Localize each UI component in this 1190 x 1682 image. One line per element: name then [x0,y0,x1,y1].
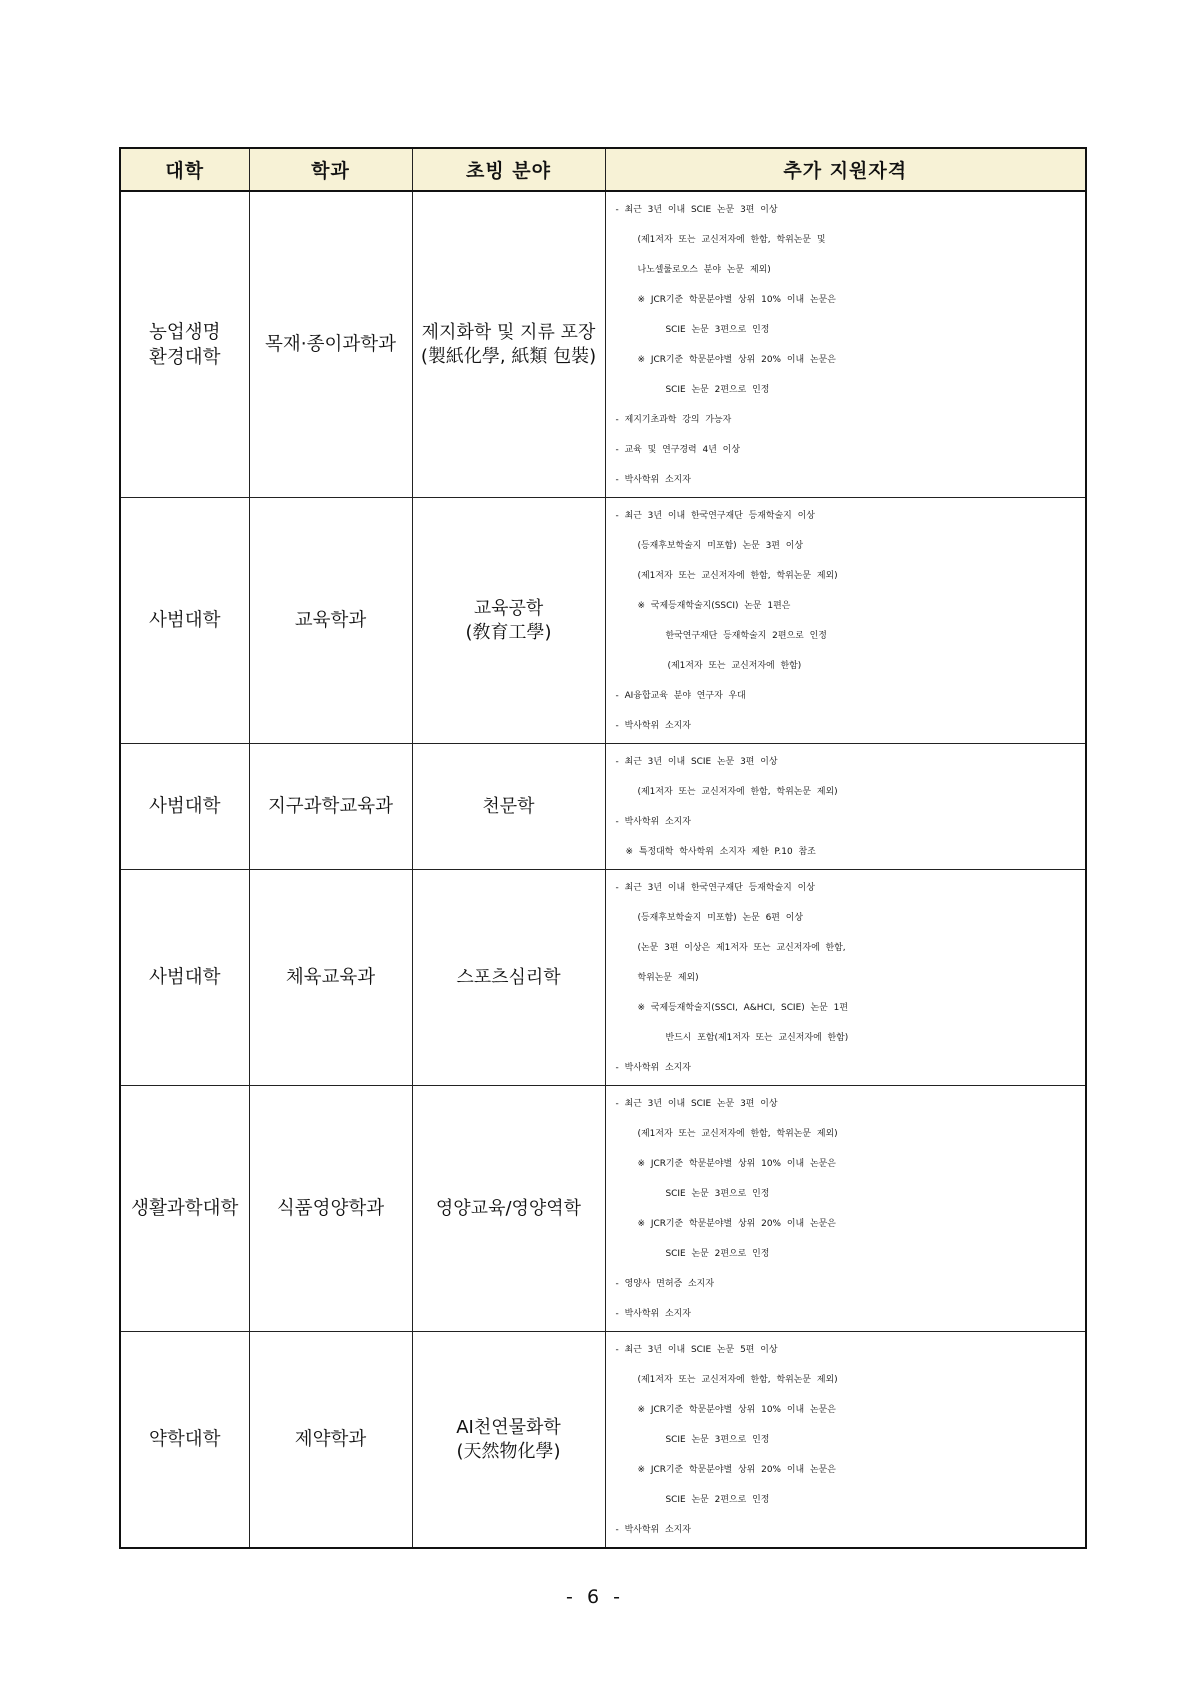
qualification-line: (논문 3편 이상은 제1저자 또는 교신저자에 한함, [637,943,846,953]
table-row [120,1086,1086,1332]
college-cell [120,744,249,870]
qualification-line: 학위논문 제외) [637,973,699,983]
college-name: 농업생명 [149,321,221,343]
department-cell [249,191,412,498]
recruitment-table [119,147,1087,1549]
qualification-line: 나노셀룰로오스 분야 논문 제외) [637,265,771,275]
header-department: 학과 [249,148,412,191]
qualification-line: - 박사학위 소지자 [615,1063,691,1073]
table-body [120,191,1086,1548]
qualification-line: - 박사학위 소지자 [615,1525,691,1535]
qualifications-cell [605,870,1086,1086]
qualification-line: ※ JCR기준 학문분야별 상위 20% 이내 논문은 [637,1219,836,1229]
qualification-line: ※ 국제등재학술지(SSCI) 논문 1편은 [637,601,791,611]
qualification-line: (제1저자 또는 교신저자에 한함) [667,661,802,671]
field-cell [412,191,605,498]
header-qualifications: 추가 지원자격 [605,148,1086,191]
table-row [120,191,1086,498]
qualification-line: SCIE 논문 2편으로 인정 [665,1249,770,1259]
department-name: 체육교육과 [285,967,376,988]
field-cell [412,870,605,1086]
qualification-line: SCIE 논문 3편으로 인정 [665,1189,770,1199]
qualification-line: SCIE 논문 3편으로 인정 [665,325,770,335]
qualification-line: - 최근 3년 이내 SCIE 논문 3편 이상 [615,205,778,215]
header-field: 초빙 분야 [412,148,605,191]
field-name: 스포츠심리학 [456,966,561,988]
qualification-line: (등재후보학술지 미포함) 논문 3편 이상 [637,541,804,551]
table-row [120,1332,1086,1549]
qualification-line: - 최근 3년 이내 SCIE 논문 3편 이상 [615,1099,778,1109]
page-number: - 6 - [566,1586,624,1608]
field-name: 교육공학 [473,597,544,619]
qualification-line: (제1저자 또는 교신저자에 한함, 학위논문 제외) [637,787,838,797]
department-cell [249,1086,412,1332]
college-name: 사범대학 [149,610,221,631]
qualifications-cell [605,1332,1086,1549]
field-name: (天然物化學) [456,1440,561,1462]
qualification-line: ※ JCR기준 학문분야별 상위 20% 이내 논문은 [637,355,836,365]
field-name: (製紙化學, 紙類 包裝) [420,345,597,367]
college-name: 사범대학 [149,967,221,988]
table-row [120,744,1086,870]
qualification-line: - 교육 및 연구경력 4년 이상 [615,445,740,455]
department-name: 교육학과 [294,610,367,631]
college-cell [120,1086,249,1332]
qualification-line: - 박사학위 소지자 [615,475,691,485]
department-name: 지구과학교육과 [267,796,394,817]
qualification-line: SCIE 논문 3편으로 인정 [665,1435,770,1445]
field-name: 영양교육/영양역학 [435,1197,582,1219]
qualifications-cell [605,744,1086,870]
department-name: 목재·종이과학과 [265,334,396,355]
department-cell [249,744,412,870]
college-name: 생활과학대학 [131,1198,239,1219]
table-row [120,498,1086,744]
qualification-line: SCIE 논문 2편으로 인정 [665,1495,770,1505]
department-name: 제약학과 [294,1429,367,1450]
qualification-line: ※ 국제등재학술지(SSCI, A&HCI, SCIE) 논문 1편 [637,1003,848,1013]
table-row [120,870,1086,1086]
field-cell [412,1332,605,1549]
field-cell [412,498,605,744]
college-cell [120,870,249,1086]
qualification-line: - 박사학위 소지자 [615,1309,691,1319]
qualification-line: ※ JCR기준 학문분야별 상위 10% 이내 논문은 [637,1405,836,1415]
qualifications-cell [605,498,1086,744]
qualification-line: - AI융합교육 분야 연구자 우대 [615,691,746,701]
qualification-line: - 최근 3년 이내 한국연구재단 등재학술지 이상 [615,511,815,521]
qualification-line: 한국연구재단 등재학술지 2편으로 인정 [665,631,827,641]
field-name: 제지화학 및 지류 포장 [421,321,596,343]
college-cell [120,1332,249,1549]
field-cell [412,744,605,870]
header-college: 대학 [120,148,249,191]
college-cell [120,191,249,498]
college-cell [120,498,249,744]
college-name: 환경대학 [149,346,221,368]
qualification-line: ※ JCR기준 학문분야별 상위 10% 이내 논문은 [637,295,836,305]
qualification-line: (제1저자 또는 교신저자에 한함, 학위논문 제외) [637,1375,838,1385]
qualification-line: - 박사학위 소지자 [615,817,691,827]
qualification-line: - 제지기초과학 강의 가능자 [615,415,732,425]
qualifications-cell [605,1086,1086,1332]
qualification-line: - 최근 3년 이내 한국연구재단 등재학술지 이상 [615,883,815,893]
college-name: 약학대학 [149,1429,221,1450]
department-name: 식품영양학과 [276,1198,385,1219]
college-name: 사범대학 [149,796,221,817]
qualification-line: 반드시 포함(제1저자 또는 교신저자에 한함) [665,1033,849,1043]
table-header-row [120,148,1086,191]
field-name: AI천연물화학 [456,1416,561,1438]
field-cell [412,1086,605,1332]
department-cell [249,1332,412,1549]
qualification-line: ※ JCR기준 학문분야별 상위 10% 이내 논문은 [637,1159,836,1169]
qualification-line: (제1저자 또는 교신저자에 한함, 학위논문 제외) [637,1129,838,1139]
qualification-line: SCIE 논문 2편으로 인정 [665,385,770,395]
qualification-line: (제1저자 또는 교신저자에 한함, 학위논문 및 [637,235,826,245]
qualification-line: ※ JCR기준 학문분야별 상위 20% 이내 논문은 [637,1465,836,1475]
qualification-line: (제1저자 또는 교신저자에 한함, 학위논문 제외) [637,571,838,581]
field-name: (敎育工學) [465,621,552,643]
qualification-line: - 영양사 면허증 소지자 [615,1279,714,1289]
department-cell [249,870,412,1086]
qualification-line: (등재후보학술지 미포함) 논문 6편 이상 [637,913,804,923]
field-name: 천문학 [482,795,535,817]
department-cell [249,498,412,744]
qualifications-cell [605,191,1086,498]
qualification-line: - 최근 3년 이내 SCIE 논문 5편 이상 [615,1345,778,1355]
qualification-line: - 박사학위 소지자 [615,721,691,731]
qualification-line: - 최근 3년 이내 SCIE 논문 3편 이상 [615,757,778,767]
qualification-line: ※ 특정대학 학사학위 소지자 제한 P.10 참조 [625,847,816,857]
